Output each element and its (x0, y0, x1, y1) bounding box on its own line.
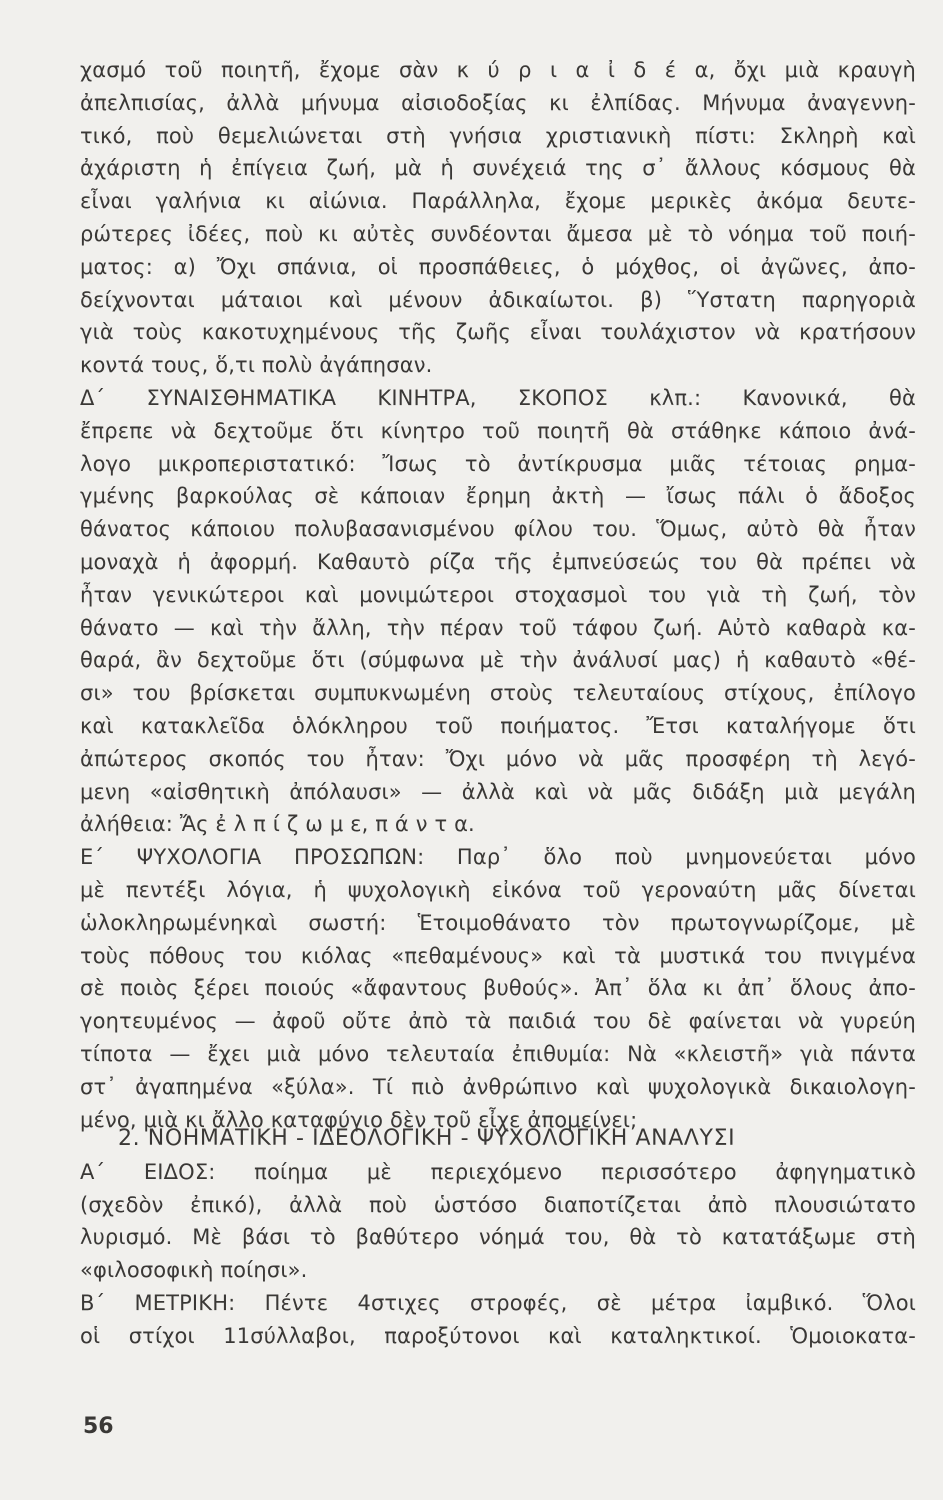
text-line: ἀπελπισίας, ἀλλὰ μήνυμα αἰσιοδοξίας κι ἐλπίδας. Μήνυμα ἀναγεννη- (80, 90, 916, 115)
text-line: Β΄ ΜΕΤΡΙΚΗ: Πέντε 4στιχες στροφές, σὲ μέτρα ἰαμβικό. Ὅλοι (80, 1290, 916, 1315)
text-line: μενη «αἰσθητικὴ ἀπόλαυσι» — ἀλλὰ καὶ νὰ μᾶς διδάξη μιὰ μεγάλη (80, 779, 916, 804)
text-line: λυρισμό. Μὲ βάσι τὸ βαθύτερο νόημά του, θὰ τὸ κατατάξωμε στὴ (80, 1225, 916, 1250)
text-line: μένο, μιὰ κι ἄλλο καταφύγιο δὲν τοῦ εἶχε ἀπομείνει; (80, 1107, 638, 1132)
text-line: ἀχάριστη ἡ ἐπίγεια ζωή, μὰ ἡ συνέχειά της σ᾽ ἄλλους κόσμους θὰ (80, 156, 916, 181)
text-line: δείχνονται μάταιοι καὶ μένουν ἀδικαίωτοι. β) Ὕστατη παρηγοριὰ (80, 287, 916, 312)
text-line: σι» του βρίσκεται συμπυκνωμένη στοὺς τελευταίους στίχους, ἐπίλογο (80, 681, 916, 706)
section-heading: 2. ΝΟΗΜΑΤΙΚΗ - ΙΔΕΟΛΟΓΙΚΗ - ΨΥΧΟΛΟΓΙΚΗ ΑΝΑΛΥΣΙ (118, 1126, 736, 1151)
text-line: μὲ πεντέξι λόγια, ἡ ψυχολογικὴ εἰκόνα τοῦ γεροναύτη μᾶς δίνεται (80, 877, 916, 902)
section-2 (80, 1123, 916, 1353)
text-line: λογο μικροπεριστατικό: Ἴσως τὸ ἀντίκρυσμα μιᾶς τέτοιας ρημα- (80, 451, 916, 476)
section-e-line: Ε΄ ΨΥΧΟΛΟΓΙΑ ΠΡΟΣΩΠΩΝ: Παρ᾽ ὅλο ποὺ μνημονεύεται μόνο (80, 845, 916, 870)
body-text-upper (80, 54, 916, 1136)
text-line: τίποτα — ἔχει μιὰ μόνο τελευταία ἐπιθυμία: Νὰ «κλειστῆ» γιὰ πάντα (80, 1041, 916, 1066)
text-line: οἱ στίχοι 11σύλλαβοι, παροξύτονοι καὶ καταληκτικοί. Ὁμοιοκατα- (80, 1323, 916, 1348)
text-line: ματος: α) Ὄχι σπάνια, οἱ προσπάθειες, ὁ μόχθος, οἱ ἀγῶνες, ἀπο- (80, 254, 916, 279)
text-line: εἶναι γαλήνια κι αἰώνια. Παράλληλα, ἔχομε μερικὲς ἀκόμα δευτε- (80, 189, 916, 214)
section-d-line: Δ΄ ΣΥΝΑΙΣΘΗΜΑΤΙΚΑ ΚΙΝΗΤΡΑ, ΣΚΟΠΟΣ κλπ.: Κανονικά, θὰ (80, 385, 916, 410)
text-line: (σχεδὸν ἐπικό), ἀλλὰ ποὺ ὡστόσο διαποτίζεται ἀπὸ πλουσιώτατο (80, 1192, 916, 1217)
text-line: θάνατο — καὶ τὴν ἄλλη, τὴν πέραν τοῦ τάφου ζωή. Αὐτὸ καθαρὰ κα- (80, 615, 916, 640)
page-number: 56 (83, 1414, 114, 1439)
text-line: σὲ ποιὸς ξέρει ποιούς «ἄφαντους βυθούς». Ἀπ᾽ ὅλα κι ἀπ᾽ ὅλους ἀπο- (80, 976, 916, 1001)
text-line: γμένης βαρκούλας σὲ κάποιαν ἔρημη ἀκτὴ — ἴσως πάλι ὁ ἄδοξος (80, 484, 916, 509)
text-line: γοητευμένος — ἀφοῦ οὔτε ἀπὸ τὰ παιδιά του δὲ φαίνεται νὰ γυρεύη (80, 1009, 916, 1034)
text-line: στ᾽ ἀγαπημένα «ξύλα». Τί πιὸ ἀνθρώπινο καὶ ψυχολογικὰ δικαιολογη- (80, 1074, 916, 1099)
text-line: ἀπώτερος σκοπός του ἦταν: Ὄχι μόνο νὰ μᾶς προσφέρη τὴ λεγό- (80, 746, 916, 771)
text-line: γιὰ τοὺς κακοτυχημένους τῆς ζωῆς εἶναι τουλάχιστον νὰ κρατήσουν (80, 320, 916, 345)
text-line: ρώτερες ἰδέες, ποὺ κι αὐτὲς συνδέονται ἄμεσα μὲ τὸ νόημα τοῦ ποιή- (80, 221, 916, 246)
text-line: χασμό τοῦ ποιητῆ, ἔχομε σὰν κ ύ ρ ι α ἰ δ έ α, ὄχι μιὰ κραυγὴ (80, 58, 916, 82)
text-line: ἔπρεπε νὰ δεχτοῦμε ὅτι κίνητρο τοῦ ποιητῆ θὰ στάθηκε κάποιο ἀνά- (80, 418, 916, 443)
text-line: ἦταν γενικώτεροι καὶ μονιμώτεροι στοχασμοὶ του γιὰ τὴ ζωή, τὸν (80, 582, 916, 607)
text-line: τικό, ποὺ θεμελιώνεται στὴ γνήσια χριστιανικὴ πίστι: Σκληρὴ καὶ (80, 123, 916, 148)
text-line: θάνατος κάποιου πολυβασανισμένου φίλου του. Ὅμως, αὐτὸ θὰ ἦταν (80, 517, 916, 542)
text-line: κοντά τους, ὅ,τι πολὺ ἀγάπησαν. (80, 353, 433, 378)
text-line: τοὺς πόθους του κιόλας «πεθαμένους» καὶ τὰ μυστικά του πνιγμένα (80, 943, 916, 968)
text-line: θαρά, ἂν δεχτοῦμε ὅτι (σύμφωνα μὲ τὴν ἀνάλυσί μας) ἡ καθαυτὸ «θέ- (80, 648, 916, 673)
text-line: καὶ κατακλεῖδα ὁλόκληρου τοῦ ποιήματος. Ἔτσι καταλήγομε ὅτι (80, 713, 916, 738)
text-line: Α΄ ΕΙΔΟΣ: ποίημα μὲ περιεχόμενο περισσότερο ἀφηγηματικὸ (80, 1159, 916, 1184)
text-line: ἀλήθεια: Ἄς ἐ λ π ί ζ ω μ ε, π ά ν τ α. (80, 812, 475, 837)
text-line: «φιλοσοφικὴ ποίησι». (80, 1258, 308, 1283)
text-line: μοναχὰ ἡ ἀφορμή. Καθαυτὸ ρίζα τῆς ἐμπνεύσεώς του θὰ πρέπει νὰ (80, 549, 916, 574)
text-line: ὡλοκληρωμένηκαὶ σωστή: Ἑτοιμοθάνατο τὸν πρωτογνωρίζομε, μὲ (80, 910, 916, 935)
